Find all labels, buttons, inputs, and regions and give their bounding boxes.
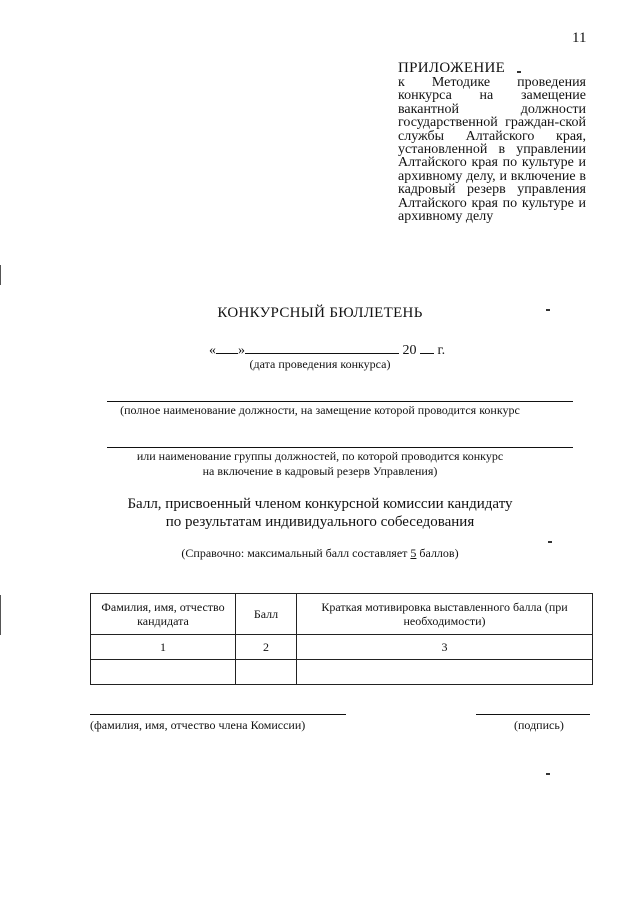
table-header-row: [91, 594, 593, 635]
header-score: Балл: [236, 594, 297, 635]
year-suffix: г.: [437, 343, 446, 358]
score-heading-line-2: по результатам индивидуального собеседования: [165, 514, 475, 530]
scan-speck: [546, 309, 550, 311]
scan-speck: [517, 71, 521, 73]
table-number-row: [91, 635, 593, 660]
appendix-block: [398, 60, 586, 223]
reference-note: [0, 546, 640, 561]
position-line: [107, 401, 573, 402]
score-table: [90, 593, 593, 685]
year-prefix: 20: [402, 343, 417, 358]
open-quote: «: [209, 343, 216, 358]
reference-before: (Справочно: максимальный балл составляет: [181, 546, 411, 560]
name-signature-line: [90, 714, 346, 715]
scan-edge-mark: [0, 595, 1, 635]
header-motivation: Краткая мотивировка выставленного балла (при необходимости): [297, 594, 593, 635]
table-row: [91, 660, 593, 685]
month-blank: [245, 341, 399, 354]
appendix-text: к Методике проведения конкурса на замещение вакантной должности государственной граждан-ской службы Алтайского края, установленной в управлении Алтайского края по культуре и архивному делу, и включение в кадровый резерв управления Алтайского края по культуре и архивному делу: [398, 75, 586, 225]
column-number-1: 1: [91, 635, 236, 660]
score-cell: [236, 660, 297, 685]
date-caption: (дата проведения конкурса): [249, 357, 391, 371]
scan-edge-mark: [0, 265, 1, 285]
group-caption: [0, 449, 640, 479]
group-line: [107, 447, 573, 448]
group-caption-line-2: на включение в кадровый резерв Управления): [202, 464, 438, 478]
column-number-3: 3: [297, 635, 593, 660]
scan-speck: [548, 541, 552, 543]
score-heading: [0, 495, 640, 531]
page-number: 11: [572, 30, 587, 46]
year-blank: [420, 341, 434, 354]
close-quote: »: [238, 343, 245, 358]
header-candidate: Фамилия, имя, отчество кандидата: [91, 594, 236, 635]
group-caption-line-1: или наименование группы должностей, по которой проводится конкурс: [136, 449, 504, 463]
signature-line: [476, 714, 590, 715]
max-score-value: 5: [410, 546, 417, 560]
column-number-2: 2: [236, 635, 297, 660]
signature-caption: (подпись): [514, 718, 564, 732]
motivation-cell: [297, 660, 593, 685]
position-caption: (полное наименование должности, на замещение которой проводится конкурс: [120, 403, 520, 417]
name-caption: (фамилия, имя, отчество члена Комиссии): [90, 718, 306, 732]
scan-speck: [546, 773, 550, 775]
ballot-title: КОНКУРСНЫЙ БЮЛЛЕТЕНЬ: [217, 305, 423, 321]
day-blank: [216, 341, 238, 354]
appendix-title: ПРИЛОЖЕНИЕ: [398, 60, 506, 76]
candidate-cell: [91, 660, 236, 685]
reference-after: баллов): [416, 546, 459, 560]
score-heading-line-1: Балл, присвоенный членом конкурсной комиссии кандидату: [127, 496, 513, 512]
